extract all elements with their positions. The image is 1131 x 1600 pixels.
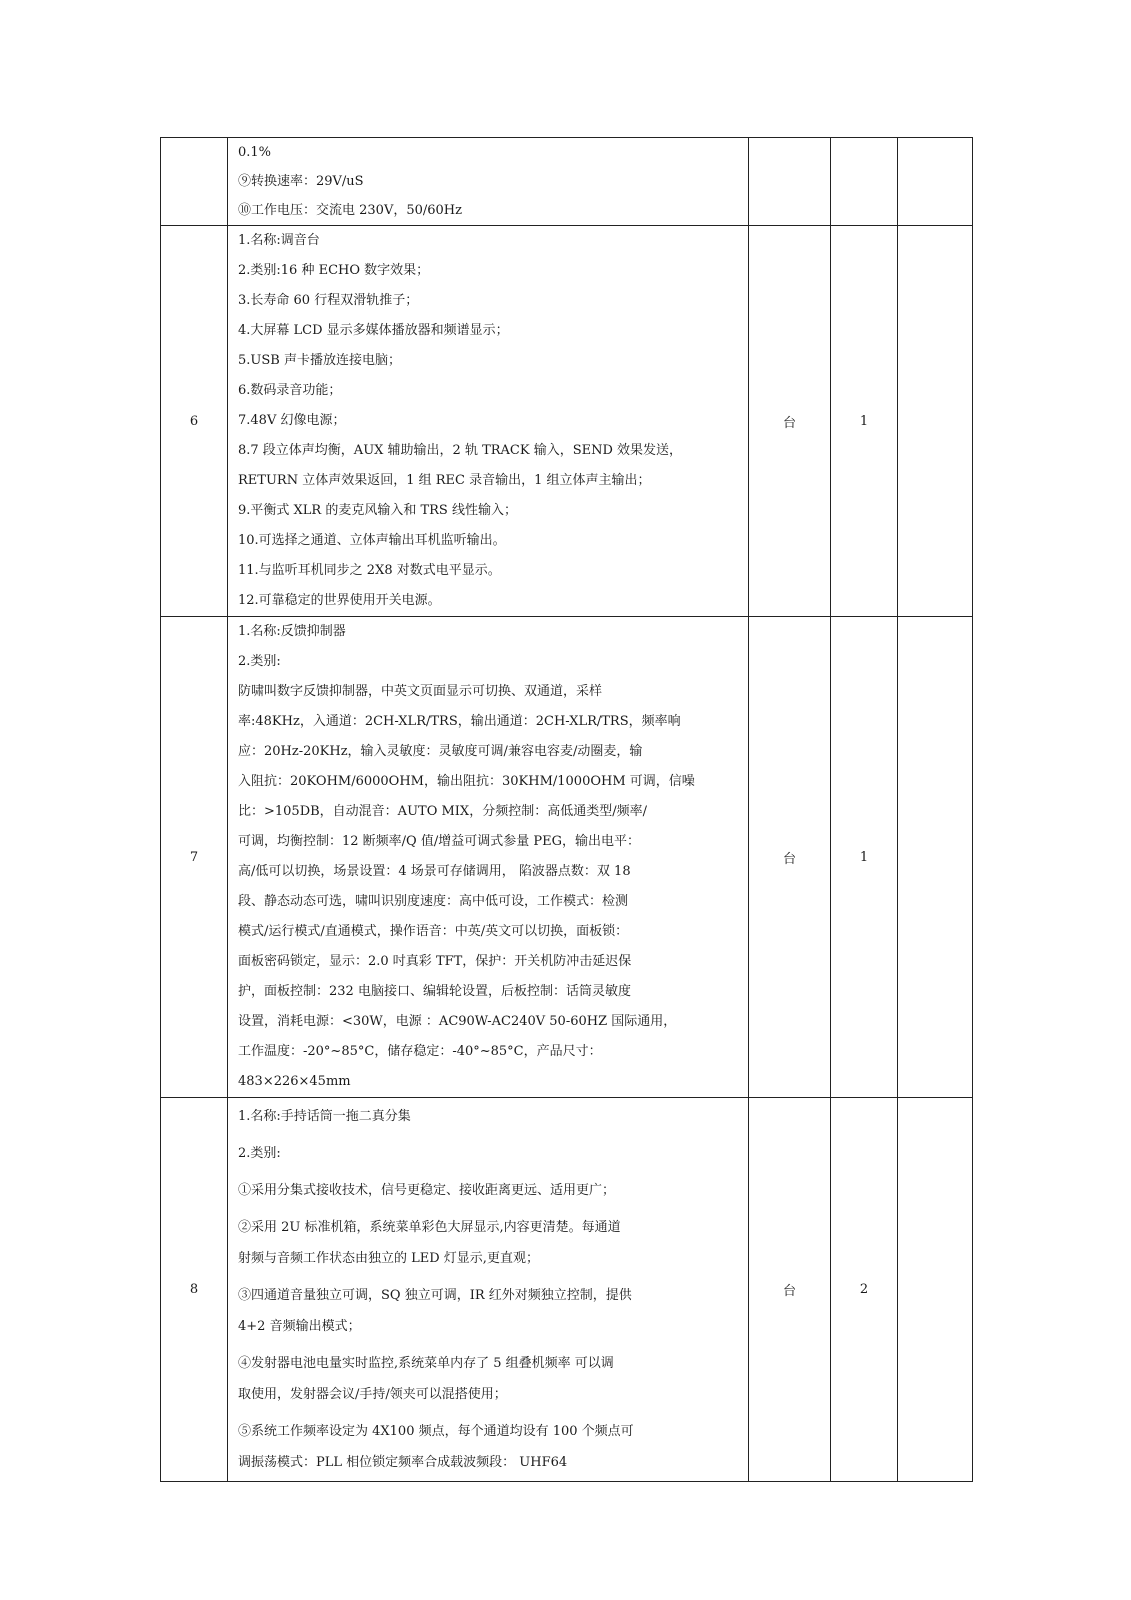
spec-line: 入阻抗：20KOHM/6000OHM，输出阻抗：30KHM/1000OHM 可调，信噪 xyxy=(238,774,695,789)
spec-line: ②采用 2U 标准机箱，系统菜单彩色大屏显示,内容更清楚。每通道 xyxy=(238,1220,621,1235)
spec-line: 段、静态动态可选，啸叫识别度速度：高中低可设，工作模式：检测 xyxy=(238,894,629,909)
spec-line: 护，面板控制：232 电脑接口、编辑轮设置，后板控制：话筒灵敏度 xyxy=(238,984,631,999)
spec-description xyxy=(228,617,749,1098)
remark-cell xyxy=(898,226,973,617)
spec-line: 4+2 音频输出模式； xyxy=(238,1319,361,1334)
quantity-cell: 1 xyxy=(831,617,898,1098)
spec-line: 防啸叫数字反馈抑制器，中英文页面显示可切换、双通道，采样 xyxy=(238,684,603,699)
unit-cell: 台 xyxy=(749,226,831,617)
spec-line: 模式/运行模式/直通模式，操作语音：中英/英文可以切换，面板锁： xyxy=(238,924,629,939)
spec-line: 调振荡模式：PLL 相位锁定频率合成载波频段： UHF64 xyxy=(238,1455,568,1470)
remark-cell xyxy=(898,138,973,226)
spec-description xyxy=(228,1098,749,1482)
spec-line: 2.类别: xyxy=(238,1146,281,1161)
spec-line: 2.类别: xyxy=(238,654,281,669)
remark-cell xyxy=(898,617,973,1098)
spec-line: 9.平衡式 XLR 的麦克风输入和 TRS 线性输入； xyxy=(238,503,517,518)
remark-cell xyxy=(898,1098,973,1482)
spec-line: 7.48V 幻像电源； xyxy=(238,413,346,428)
unit-cell: 台 xyxy=(749,617,831,1098)
spec-line: 11.与监听耳机同步之 2X8 对数式电平显示。 xyxy=(238,563,501,578)
spec-line: 4.大屏幕 LCD 显示多媒体播放器和频谱显示； xyxy=(238,323,509,338)
quantity-cell xyxy=(831,138,898,226)
row-number: 6 xyxy=(161,226,228,617)
spec-line: 率:48KHz，入通道：2CH-XLR/TRS，输出通道：2CH-XLR/TRS，频率响 xyxy=(238,714,681,729)
table-row xyxy=(161,1098,973,1482)
spec-line: 12.可靠稳定的世界使用开关电源。 xyxy=(238,593,441,608)
spec-line: 8.7 段立体声均衡，AUX 辅助输出，2 轨 TRACK 输入，SEND 效果发送， xyxy=(238,443,683,458)
spec-line: 应：20Hz-20KHz，输入灵敏度：灵敏度可调/兼容电容麦/动圈麦，输 xyxy=(238,744,643,759)
spec-line: ③四通道音量独立可调，SQ 独立可调，IR 红外对频独立控制，提供 xyxy=(238,1288,632,1303)
row-number xyxy=(161,138,228,226)
specification-table xyxy=(160,137,973,1482)
unit-cell: 台 xyxy=(749,1098,831,1482)
spec-line: 6.数码录音功能； xyxy=(238,383,342,398)
spec-line: 设置，消耗电源：<30W，电源 ：AC90W-AC240V 50-60HZ 国际通用， xyxy=(238,1014,677,1029)
row-number: 7 xyxy=(161,617,228,1098)
spec-line: 射频与音频工作状态由独立的 LED 灯显示,更直观； xyxy=(238,1251,539,1266)
spec-line: 1.名称:调音台 xyxy=(238,233,320,248)
spec-description xyxy=(228,226,749,617)
spec-line: 面板密码锁定，显示：2.0 吋真彩 TFT，保护：开关机防冲击延迟保 xyxy=(238,954,632,969)
spec-line: 工作温度：-20°~85°C，储存稳定：-40°~85°C，产品尺寸： xyxy=(238,1044,602,1059)
unit-cell xyxy=(749,138,831,226)
spec-line: 取使用，发射器会议/手持/领夹可以混搭使用； xyxy=(238,1387,507,1402)
table-row xyxy=(161,617,973,1098)
table-row xyxy=(161,226,973,617)
spec-line: RETURN 立体声效果返回，1 组 REC 录音输出，1 组立体声主输出； xyxy=(238,473,651,488)
table-row xyxy=(161,138,973,226)
spec-line: 1.名称:手持话筒一拖二真分集 xyxy=(238,1109,411,1124)
spec-line: ④发射器电池电量实时监控,系统菜单内存了 5 组叠机频率 可以调 xyxy=(238,1356,614,1371)
spec-description xyxy=(228,138,749,226)
quantity-cell: 1 xyxy=(831,226,898,617)
spec-line: ⑩工作电压：交流电 230V，50/60Hz xyxy=(238,203,462,218)
spec-line: 高/低可以切换，场景设置：4 场景可存储调用， 陷波器点数：双 18 xyxy=(238,864,631,879)
spec-line: 比：>105DB，自动混音：AUTO MIX，分频控制：高低通类型/频率/ xyxy=(238,804,647,819)
row-number: 8 xyxy=(161,1098,228,1482)
spec-line: ①采用分集式接收技术，信号更稳定、接收距离更远、适用更广； xyxy=(238,1183,616,1198)
spec-line: 5.USB 声卡播放连接电脑； xyxy=(238,353,401,368)
spec-line: 3.长寿命 60 行程双滑轨推子； xyxy=(238,293,419,308)
spec-line: 0.1% xyxy=(238,145,272,160)
spec-line: ⑨转换速率：29V/uS xyxy=(238,174,364,189)
spec-line: ⑤系统工作频率设定为 4X100 频点，每个通道均设有 100 个频点可 xyxy=(238,1424,634,1439)
spec-line: 10.可选择之通道、立体声输出耳机监听输出。 xyxy=(238,533,506,548)
quantity-cell: 2 xyxy=(831,1098,898,1482)
spec-line: 1.名称:反馈抑制器 xyxy=(238,624,346,639)
spec-line: 483×226×45mm xyxy=(238,1074,351,1089)
spec-line: 可调，均衡控制：12 断频率/Q 值/增益可调式参量 PEG，输出电平： xyxy=(238,834,640,849)
spec-line: 2.类别:16 种 ECHO 数字效果； xyxy=(238,263,430,278)
